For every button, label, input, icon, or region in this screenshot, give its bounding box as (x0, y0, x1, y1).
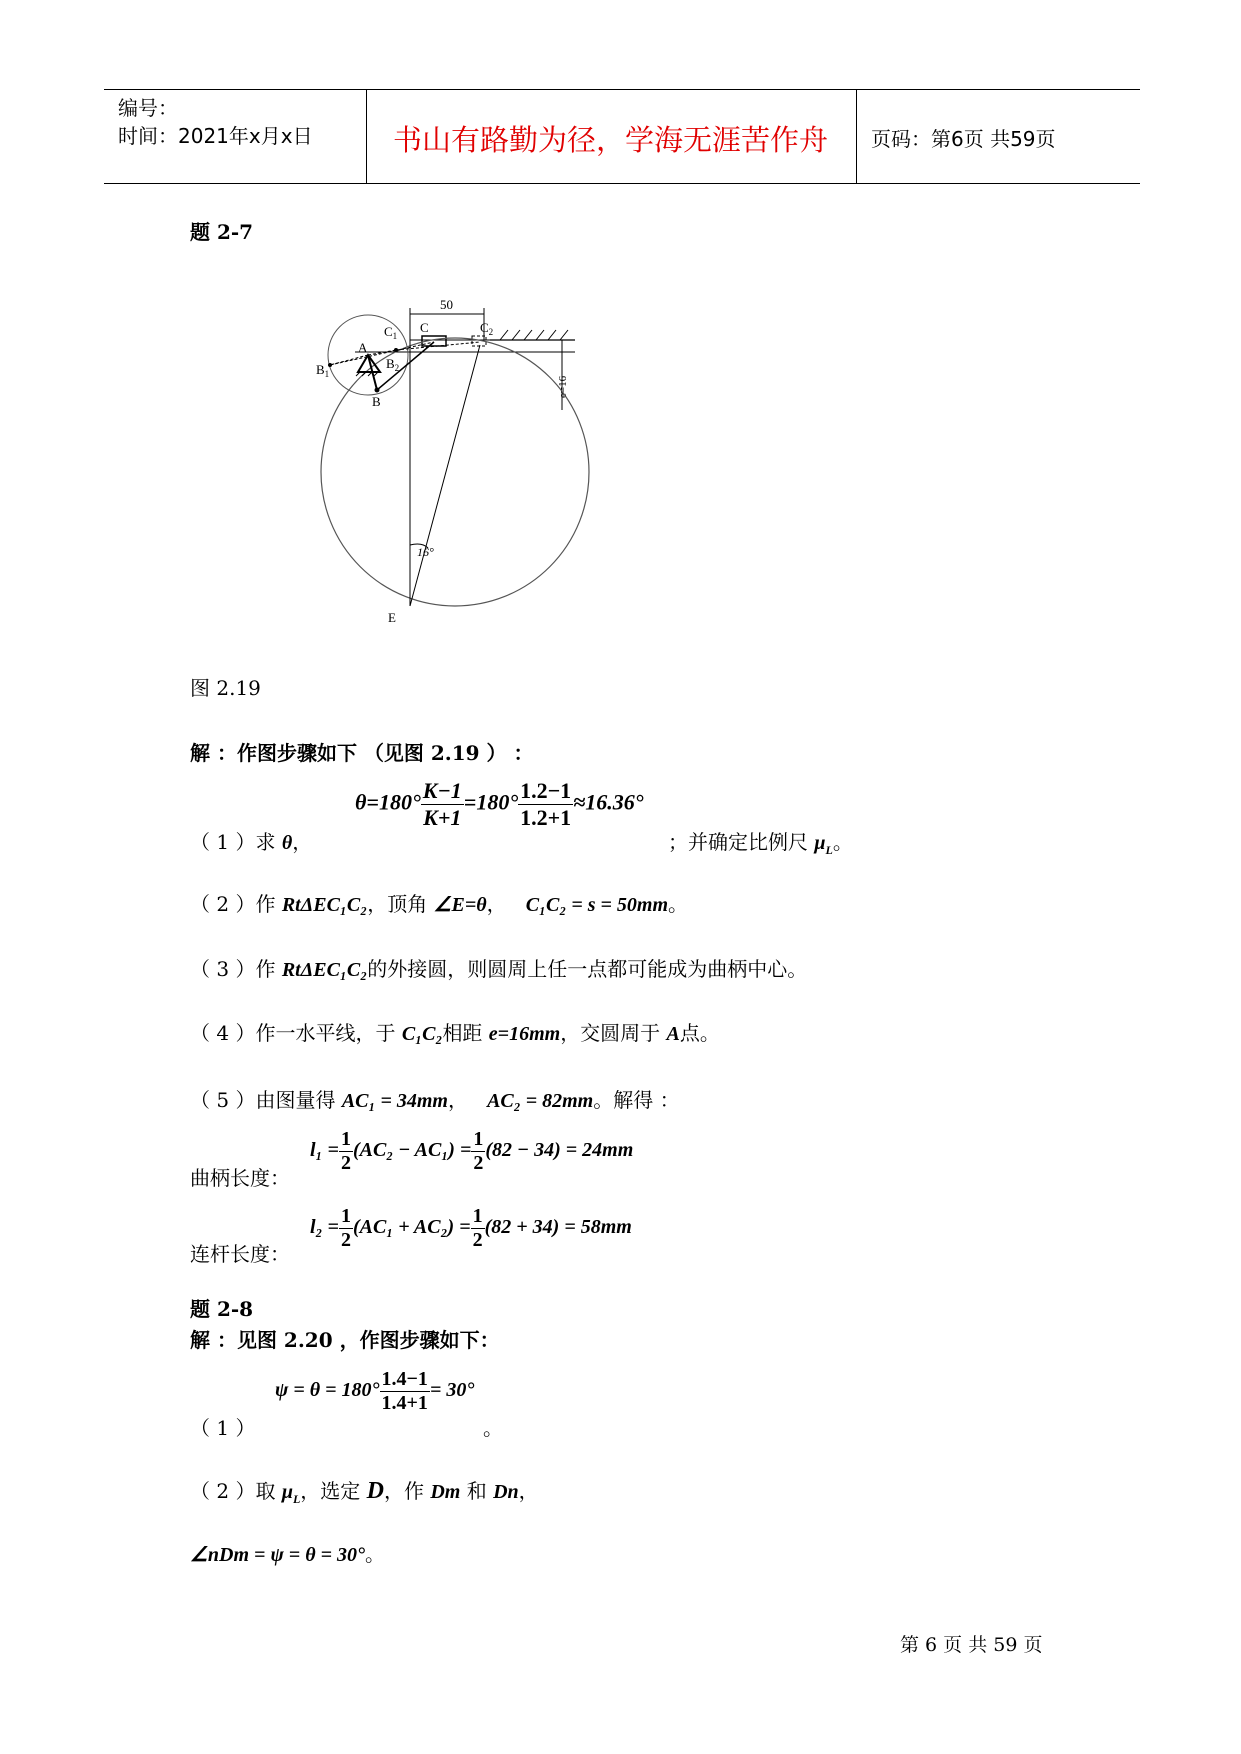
problem-2-8-intro: 解 ：见图 2.20 ，作图步骤如下： (190, 1328, 500, 1352)
step2: （ 2 ）作 RtΔEC₁C₂，顶角 ∠E=θ， C₁C₂ = s = 50mm。 (190, 892, 689, 916)
page-header (104, 89, 1140, 184)
step1-formula: θ=180° $\frac{K-1}{K+1}$ =180° $\frac{1.2-1}{1.2+1}$ ≈16.36° (355, 778, 644, 830)
label-b1: $B_1$ (316, 362, 330, 379)
p28-step2: （ 2 ）取 $\mu_L$，选定 D，作 Dm 和 Dn， (190, 1478, 539, 1506)
header-motto-cell (367, 90, 857, 183)
figure-2-19 (300, 290, 600, 630)
crank-label: 曲柄长度： (190, 1166, 290, 1190)
line-c2-e (410, 345, 480, 606)
p28-step1-prefix: （ 1 ） (190, 1416, 256, 1440)
p28-step1-formula: ψ = θ = 180° $\frac{1.4-1}{1.4+1}$ = 30° (275, 1368, 475, 1414)
label-c: C (420, 320, 429, 335)
page-code: 页码：第6页 共59页 (871, 127, 1056, 151)
rod-label: 连杆长度： (190, 1242, 290, 1266)
p28-step1-end: 。 (483, 1416, 503, 1440)
crank-formula: l₁ = $\frac{1}{2}$ (AC₂ − AC₁) = $\frac{1}{2}$ (82 − 34) = 24mm (310, 1128, 634, 1174)
label-b: B (372, 394, 381, 409)
figure-caption: 图 2.19 (190, 676, 261, 700)
dim-top-label: 50 (440, 297, 453, 312)
label-e: E (388, 610, 396, 625)
step5: （ 5 ）由图量得 AC₁ = 34mm， AC₂ = 82mm。解得 ： (190, 1088, 680, 1112)
step3: （ 3 ）作 RtΔEC₁C₂的外接圆，则圆周上任一点都可能成为曲柄中心。 (190, 957, 808, 981)
problem-2-8-title: 题 2-8 (190, 1297, 254, 1321)
header-right-cell (857, 90, 1140, 183)
rod-formula: l₂ = $\frac{1}{2}$ (AC₁ + AC₂) = $\frac{1}{2}$ (82 + 34) = 58mm (310, 1205, 632, 1251)
page-footer: 第 6 页 共 59 页 (900, 1634, 1043, 1656)
step1-prefix: （ 1 ）求 θ， (190, 830, 313, 854)
label-c2: $C_2$ (480, 320, 494, 337)
label-c1: $C_1$ (384, 324, 398, 341)
step4: （ 4 ）作一水平线，于 C₁C₂相距 e=16mm，交圆周于 A点。 (190, 1021, 720, 1045)
dim-side-label: e=16 (557, 375, 569, 398)
label-b2: $B_2$ (386, 356, 400, 373)
label-a: A (358, 340, 368, 355)
p28-angle: ∠nDm = ψ = θ = 30°。 (190, 1542, 385, 1566)
header-left-cell (104, 90, 367, 183)
step1-suffix: ；并确定比例尺 $\mu_L$。 (668, 830, 853, 857)
problem-2-7-title: 题 2-7 (190, 220, 254, 244)
ground-hatch (500, 330, 568, 340)
solution-intro: 解 ：作图步骤如下 （见图 2.19 ） ： (190, 741, 534, 765)
motto: 书山有路勤为径，学海无涯苦作舟 (393, 123, 829, 157)
angle-label: 16° (417, 545, 434, 559)
circumscribed-circle (321, 338, 589, 606)
time-label: 时间：2021年x月x日 (118, 124, 313, 148)
number-label: 编号： (118, 96, 178, 120)
